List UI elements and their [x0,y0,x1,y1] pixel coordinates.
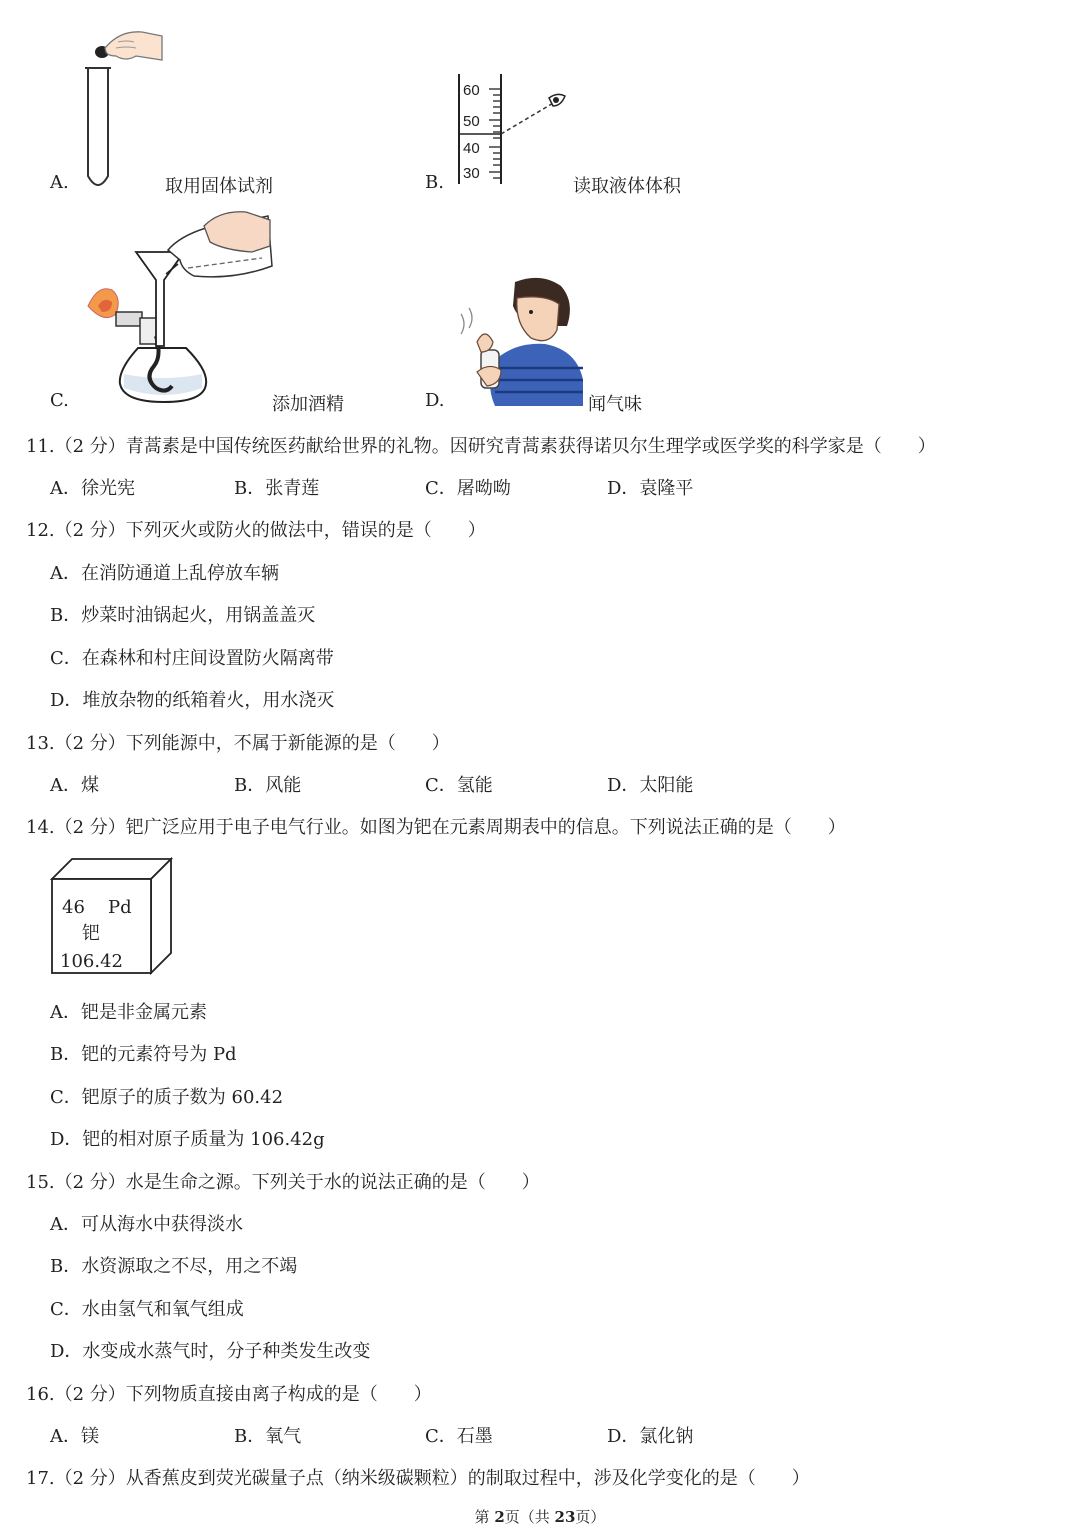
element-card-palladium [48,855,176,979]
q13-option-c: C．氢能 [425,775,493,796]
option-c-letter: C. [50,390,69,411]
element-atomic-number: 46 [62,897,85,918]
q16-option-b: B．氧气 [234,1426,302,1447]
footer-suffix: 页） [575,1508,606,1526]
footer-page-number: 2 [494,1508,505,1526]
alcohol-lamp-figure [84,206,276,410]
cyl-scale-40: 40 [463,140,480,157]
question-11-stem: 11.（2 分）青蒿素是中国传统医药献给世界的礼物。因研究青蒿素获得诺贝尔生理学或医学奖的科学家是（ ） [26,436,936,457]
option-b-caption: 读取液体体积 [573,176,681,197]
footer-prefix: 第 [474,1508,495,1526]
q15-option-c: C．水由氢气和氧气组成 [50,1299,244,1320]
question-13-stem: 13.（2 分）下列能源中，不属于新能源的是（ ） [26,733,450,754]
q14-option-b: B．钯的元素符号为 Pd [50,1044,237,1065]
graduated-cylinder-figure [455,72,580,192]
option-d-caption: 闻气味 [588,394,642,415]
cyl-scale-60: 60 [463,82,480,99]
page-footer [0,1506,1080,1527]
q15-option-a: A．可从海水中获得淡水 [50,1214,243,1235]
element-name: 钯 [82,923,100,944]
q11-option-b: B．张青莲 [234,478,320,499]
q14-option-a: A．钯是非金属元素 [50,1002,207,1023]
option-b-letter: B. [425,172,444,193]
question-14-stem: 14.（2 分）钯广泛应用于电子电气行业。如图为钯在元素周期表中的信息。下列说法正确的是（ ） [26,817,846,838]
q11-option-d: D．袁隆平 [607,478,694,499]
footer-total-pages: 23 [554,1508,576,1526]
q12-option-c: C．在森林和村庄间设置防火隔离带 [50,648,334,669]
q11-option-a: A．徐光宪 [50,478,135,499]
q16-option-a: A．镁 [50,1426,99,1447]
person-smelling-figure [455,276,587,406]
question-17-stem: 17.（2 分）从香蕉皮到荧光碳量子点（纳米级碳颗粒）的制取过程中，涉及化学变化的是（ ） [26,1468,810,1489]
footer-middle: 页（共 [504,1508,555,1526]
cyl-scale-30: 30 [463,165,480,182]
option-a-letter: A. [50,172,69,193]
cyl-scale-50: 50 [463,113,480,130]
q12-option-d: D．堆放杂物的纸箱着火，用水浇灭 [50,690,335,711]
option-d-letter: D. [425,390,445,411]
question-15-stem: 15.（2 分）水是生命之源。下列关于水的说法正确的是（ ） [26,1172,540,1193]
option-c-caption: 添加酒精 [272,394,344,415]
q13-option-b: B．风能 [234,775,302,796]
question-16-stem: 16.（2 分）下列物质直接由离子构成的是（ ） [26,1384,432,1405]
q12-option-a: A．在消防通道上乱停放车辆 [50,563,279,584]
option-a-caption: 取用固体试剂 [165,176,273,197]
q12-option-b: B．炒菜时油锅起火，用锅盖盖灭 [50,605,316,626]
q16-option-d: D．氯化钠 [607,1426,694,1447]
element-symbol: Pd [108,897,132,918]
q11-option-c: C．屠呦呦 [425,478,511,499]
q13-option-a: A．煤 [50,775,99,796]
q16-option-c: C．石墨 [425,1426,493,1447]
q14-option-d: D．钯的相对原子质量为 106.42g [50,1129,325,1150]
q15-option-d: D．水变成水蒸气时，分子种类发生改变 [50,1341,371,1362]
q15-option-b: B．水资源取之不尽，用之不竭 [50,1256,298,1277]
test-tube-solid-figure [80,26,175,191]
q14-option-c: C．钯原子的质子数为 60.42 [50,1087,284,1108]
question-12-stem: 12.（2 分）下列灭火或防火的做法中，错误的是（ ） [26,520,486,541]
q13-option-d: D．太阳能 [607,775,694,796]
element-atomic-mass: 106.42 [60,951,123,972]
